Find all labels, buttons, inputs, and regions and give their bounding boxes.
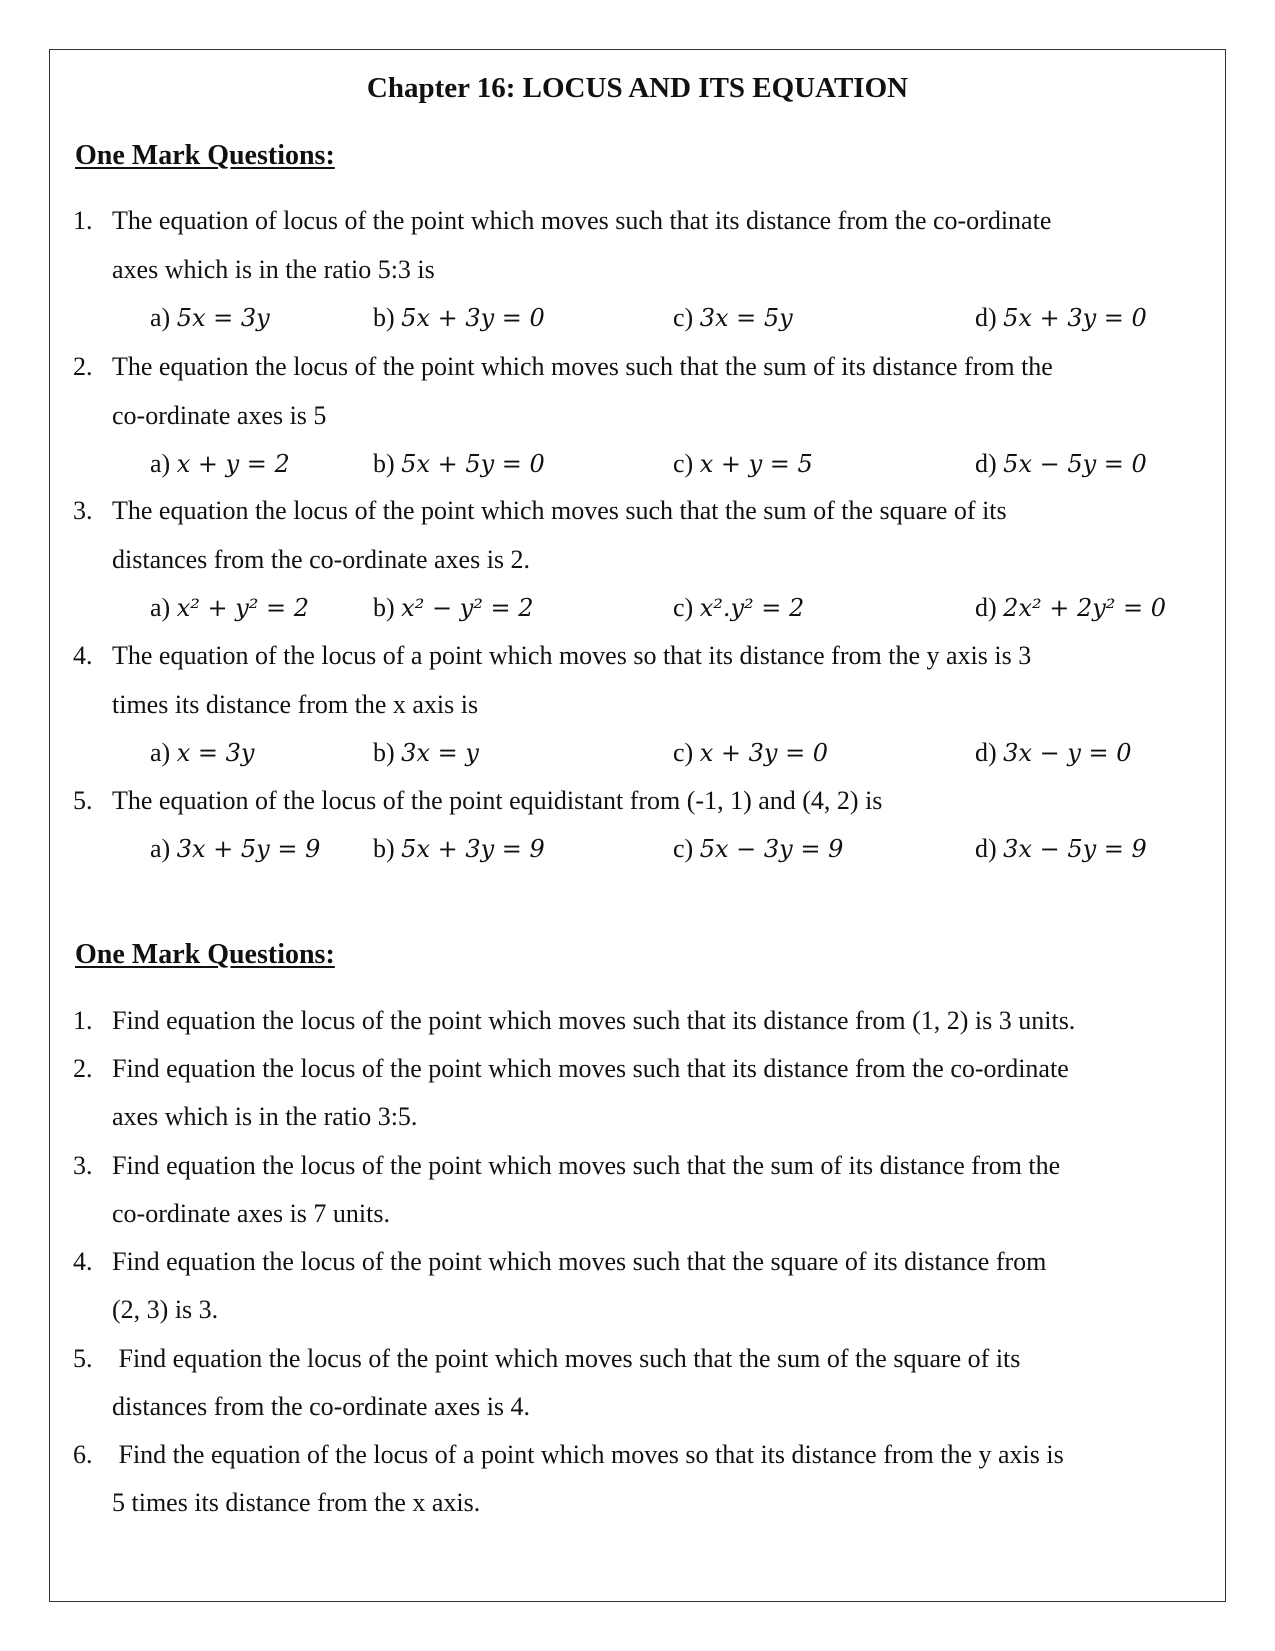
section-heading: One Mark Questions: bbox=[75, 140, 335, 171]
option-letter: b) bbox=[373, 449, 395, 478]
answer-option bbox=[150, 834, 320, 864]
answer-option bbox=[975, 834, 1147, 864]
question-number: 3. bbox=[73, 496, 93, 525]
answer-option bbox=[150, 449, 290, 479]
answer-option bbox=[373, 834, 545, 864]
question-number: 4. bbox=[73, 641, 93, 670]
option-letter: c) bbox=[673, 303, 694, 332]
answer-option bbox=[150, 738, 254, 768]
answer-option bbox=[673, 738, 828, 768]
option-equation: 3x = y bbox=[401, 739, 479, 767]
option-equation: x + y = 2 bbox=[176, 450, 290, 478]
question-text: Find the equation of the locus of a point which moves so that its distance from the y axis is bbox=[112, 1440, 1064, 1469]
option-equation: 5x + 3y = 0 bbox=[1003, 304, 1147, 332]
question-number: 3. bbox=[73, 1151, 93, 1180]
option-letter: a) bbox=[150, 303, 171, 332]
option-letter: d) bbox=[975, 834, 997, 863]
option-letter: c) bbox=[673, 593, 694, 622]
question-text-continued: 5 times its distance from the x axis. bbox=[112, 1488, 481, 1517]
answer-option bbox=[673, 834, 843, 864]
question-text-continued: distances from the co-ordinate axes is 4. bbox=[112, 1392, 531, 1421]
option-letter: d) bbox=[975, 449, 997, 478]
answer-option bbox=[673, 303, 793, 333]
question-text-continued: times its distance from the x axis is bbox=[112, 690, 479, 719]
option-letter: a) bbox=[150, 738, 171, 767]
answer-option bbox=[975, 593, 1166, 623]
option-equation: 5x + 5y = 0 bbox=[401, 450, 545, 478]
question-number: 1. bbox=[73, 206, 93, 235]
question-number: 6. bbox=[73, 1440, 93, 1469]
option-letter: d) bbox=[975, 303, 997, 332]
option-equation: 5x − 3y = 9 bbox=[699, 835, 844, 863]
option-equation: 3x = 5y bbox=[699, 304, 793, 332]
question-number: 1. bbox=[73, 1006, 93, 1035]
question-text: Find equation the locus of the point which moves such that the square of its distance from bbox=[112, 1247, 1047, 1276]
question-text-continued: (2, 3) is 3. bbox=[112, 1295, 219, 1324]
option-equation: 3x − y = 0 bbox=[1003, 739, 1132, 767]
option-letter: c) bbox=[673, 449, 694, 478]
question-text: The equation of the locus of a point which moves so that its distance from the y axis is 3 bbox=[112, 641, 1032, 670]
option-equation: 5x = 3y bbox=[176, 304, 270, 332]
question-text-continued: axes which is in the ratio 3:5. bbox=[112, 1102, 418, 1131]
option-equation: x² − y² = 2 bbox=[401, 594, 534, 622]
option-equation: x².y² = 2 bbox=[699, 594, 805, 622]
option-equation: 2x² + 2y² = 0 bbox=[1003, 594, 1167, 622]
answer-option bbox=[975, 303, 1147, 333]
option-letter: b) bbox=[373, 593, 395, 622]
section-heading: One Mark Questions: bbox=[75, 939, 335, 970]
option-letter: c) bbox=[673, 834, 694, 863]
answer-option bbox=[373, 303, 545, 333]
question-number: 4. bbox=[73, 1247, 93, 1276]
question-number: 2. bbox=[73, 1054, 93, 1083]
option-letter: a) bbox=[150, 834, 171, 863]
answer-option bbox=[373, 449, 545, 479]
question-text: Find equation the locus of the point which moves such that the sum of the square of its bbox=[112, 1344, 1021, 1373]
option-equation: 5x − 5y = 0 bbox=[1003, 450, 1147, 478]
option-equation: 5x + 3y = 9 bbox=[401, 835, 545, 863]
question-number: 5. bbox=[73, 786, 93, 815]
question-text-continued: co-ordinate axes is 5 bbox=[112, 401, 327, 430]
answer-option bbox=[150, 303, 270, 333]
question-text-continued: distances from the co-ordinate axes is 2. bbox=[112, 545, 531, 574]
option-letter: b) bbox=[373, 303, 395, 332]
option-letter: a) bbox=[150, 449, 171, 478]
option-letter: d) bbox=[975, 593, 997, 622]
answer-option bbox=[150, 593, 309, 623]
question-text: Find equation the locus of the point which moves such that its distance from (1, 2) is 3 units. bbox=[112, 1006, 1076, 1035]
answer-option bbox=[373, 593, 534, 623]
option-equation: 3x − 5y = 9 bbox=[1003, 835, 1147, 863]
option-equation: x = 3y bbox=[176, 739, 255, 767]
option-equation: x + 3y = 0 bbox=[699, 739, 829, 767]
question-text: The equation the locus of the point which moves such that the sum of its distance from the bbox=[112, 352, 1053, 381]
question-number: 5. bbox=[73, 1344, 93, 1373]
answer-option bbox=[373, 738, 479, 768]
answer-option bbox=[975, 449, 1147, 479]
question-text-continued: co-ordinate axes is 7 units. bbox=[112, 1199, 390, 1228]
question-text-continued: axes which is in the ratio 5:3 is bbox=[112, 255, 435, 284]
option-equation: 5x + 3y = 0 bbox=[401, 304, 545, 332]
answer-option bbox=[673, 449, 813, 479]
chapter-title: Chapter 16: LOCUS AND ITS EQUATION bbox=[366, 72, 909, 104]
answer-option bbox=[975, 738, 1132, 768]
option-letter: d) bbox=[975, 738, 997, 767]
option-equation: x² + y² = 2 bbox=[176, 594, 310, 622]
option-equation: 3x + 5y = 9 bbox=[176, 835, 321, 863]
option-letter: b) bbox=[373, 834, 395, 863]
question-text: Find equation the locus of the point which moves such that the sum of its distance from the bbox=[112, 1151, 1061, 1180]
option-letter: c) bbox=[673, 738, 694, 767]
question-number: 2. bbox=[73, 352, 93, 381]
question-text: The equation of locus of the point which moves such that its distance from the co-ordinate bbox=[112, 206, 1052, 235]
question-text: The equation the locus of the point which moves such that the sum of the square of its bbox=[112, 496, 1007, 525]
question-text: Find equation the locus of the point which moves such that its distance from the co-ordinate bbox=[112, 1054, 1069, 1083]
option-letter: a) bbox=[150, 593, 171, 622]
question-text: The equation of the locus of the point equidistant from (-1, 1) and (4, 2) is bbox=[112, 786, 883, 815]
option-equation: x + y = 5 bbox=[699, 450, 813, 478]
option-letter: b) bbox=[373, 738, 395, 767]
answer-option bbox=[673, 593, 804, 623]
